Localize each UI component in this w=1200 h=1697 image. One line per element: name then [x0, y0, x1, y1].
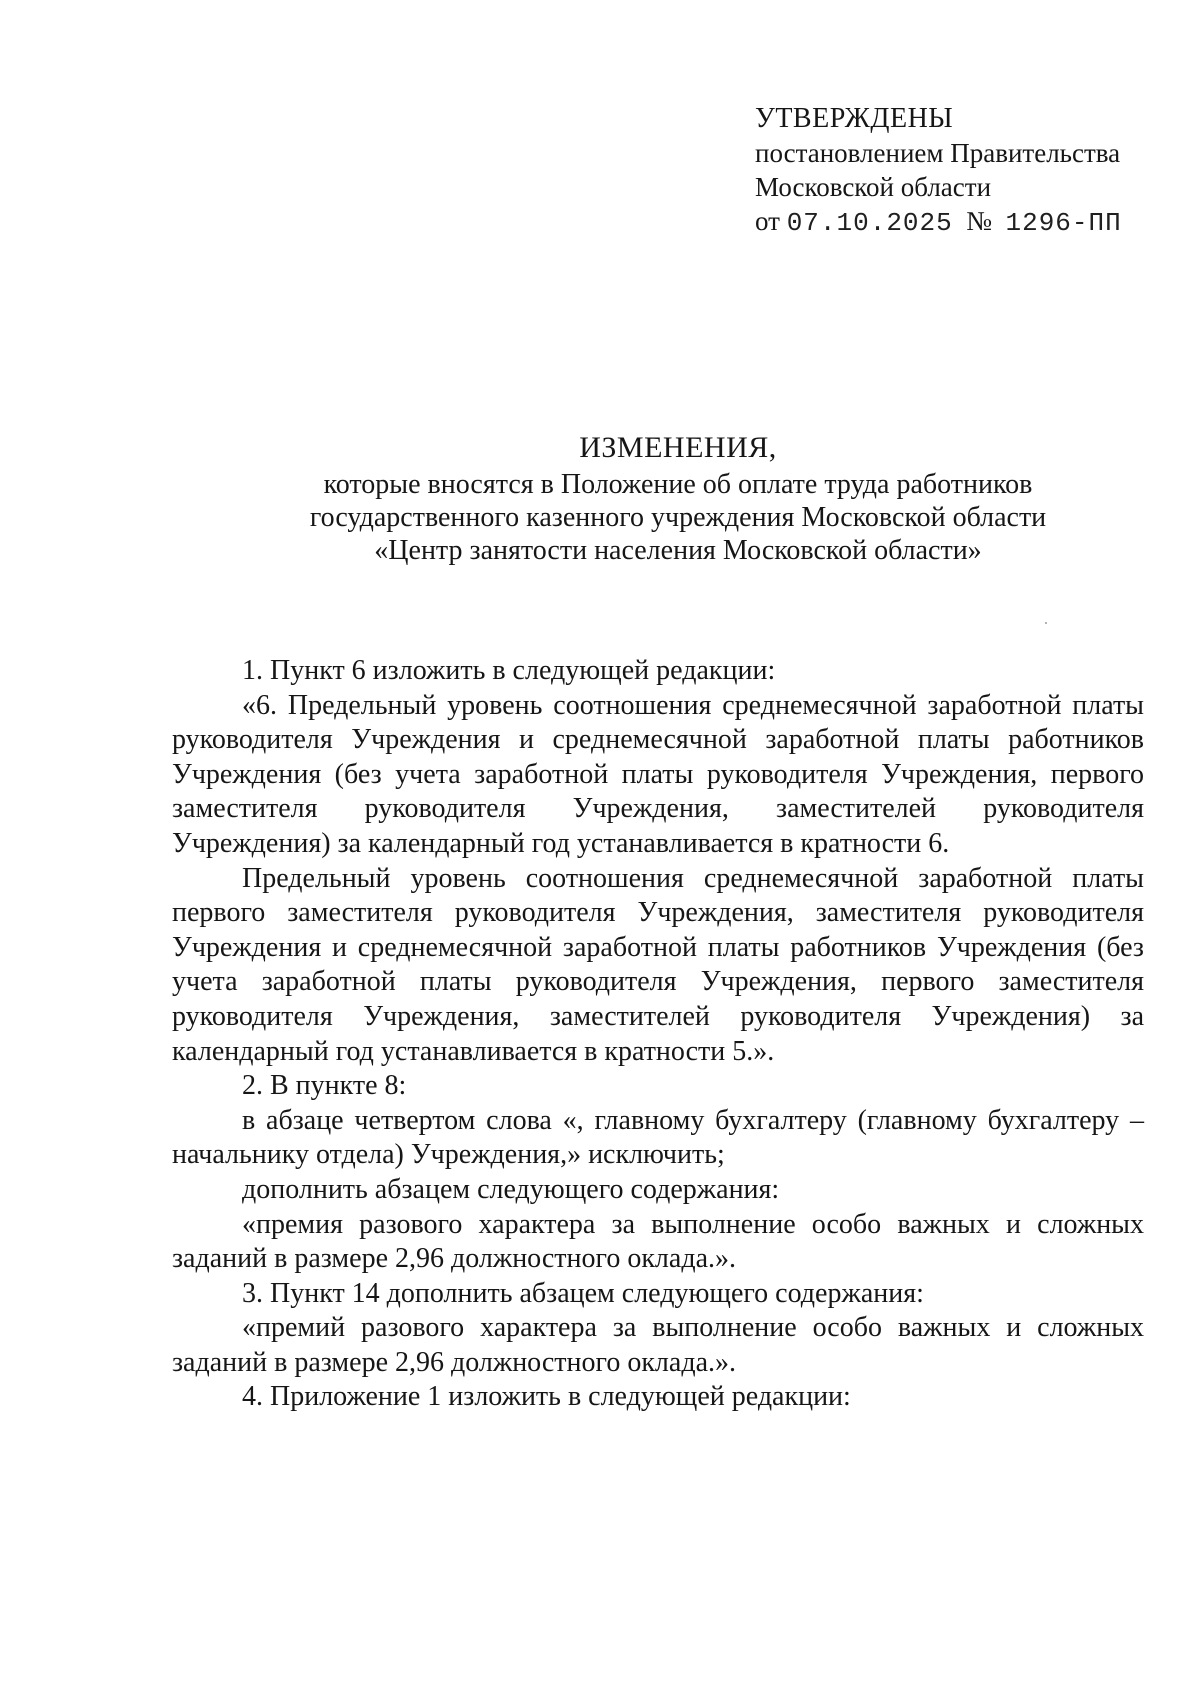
paragraph-item-4: 4. Приложение 1 изложить в следующей редакции:	[242, 1381, 851, 1413]
paragraph-item-2-exclusion: в абзаце четвертом слова «, главному бухгалтеру (главному бухгалтеру – начальнику отдела) Учреждения,» исключить;	[172, 1104, 1144, 1171]
paragraph-item-1: 1. Пункт 6 изложить в следующей редакции:	[242, 655, 776, 686]
title-heading: ИЗМЕНЕНИЯ,	[579, 431, 777, 464]
document-title	[150, 428, 1200, 567]
number-sign: №	[966, 206, 992, 236]
approval-block	[755, 102, 1155, 240]
title-line-1: которые вносятся в Положение об оплате труда работников	[323, 469, 1033, 500]
paragraph-point-6-second: Предельный уровень соотношения среднемесячной заработной платы первого заместителя руководителя Учреждения, заместителя руководителя Учреждения и среднемесячной заработной платы работников Учреждения (без учета заработной платы руководителя Учреждения, первого заместителя руководителя Учреждения, заместителей руководителя Учреждения) за календарный год устанавливается в кратности 5.».	[172, 862, 1144, 1067]
title-line-3: «Центр занятости населения Московской области»	[374, 535, 982, 566]
paragraph-item-3-bonus: «премий разового характера за выполнение особо важных и сложных заданий в размере 2,96 должностного оклада.».	[172, 1312, 1144, 1378]
document-body	[172, 654, 1144, 1415]
approval-date-line	[755, 204, 1155, 240]
paragraph-point-6: «6. Предельный уровень соотношения среднемесячной заработной платы руководителя Учреждения и среднемесячной заработной платы работников Учреждения (без учета заработной платы руководителя Учреждения, первого заместителя руководителя Учреждения, заместителей руководителя Учреждения) за календарный год устанавливается в кратности 6.	[172, 689, 1144, 859]
paragraph-item-2-bonus: «премия разового характера за выполнение особо важных и сложных заданий в размере 2,96 должностного оклада.».	[172, 1208, 1144, 1275]
paragraph-item-2: 2. В пункте 8:	[242, 1070, 407, 1102]
approval-stamp: УТВЕРЖДЕНЫ	[755, 103, 954, 134]
approval-number: 1296-ПП	[1005, 208, 1122, 238]
approval-date: 07.10.2025	[786, 208, 953, 238]
paragraph-item-2-addition: дополнить абзацем следующего содержания:	[242, 1173, 780, 1205]
date-prefix: от	[755, 206, 780, 236]
title-line-2: государственного казенного учреждения Московской области	[309, 502, 1047, 533]
paragraph-item-3: 3. Пункт 14 дополнить абзацем следующего содержания:	[242, 1277, 924, 1309]
approval-line-1: постановлением Правительства	[755, 138, 1121, 168]
approval-line-2: Московской области	[755, 172, 992, 202]
scan-speck	[1045, 622, 1047, 624]
